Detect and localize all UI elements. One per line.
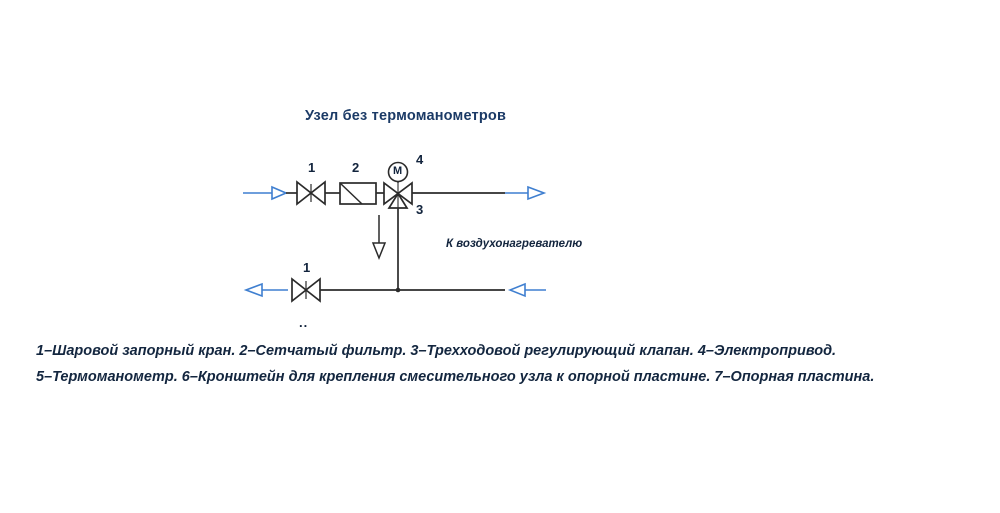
legend-line-1: 1–Шаровой запорный кран. 2–Сетчатый фильтр. 3–Трехходовой регулирующий клапан. 4–Электропривод. xyxy=(36,343,837,359)
callout-4-actuator: 4 xyxy=(416,152,424,167)
outlet-arrow-top-icon xyxy=(505,187,544,199)
annotation-to-air-heater: К воздухонагревателю xyxy=(446,238,583,250)
three-way-valve-icon xyxy=(384,183,412,208)
inlet-arrow-top-icon xyxy=(243,187,286,199)
ball-valve-top-icon xyxy=(297,182,325,204)
ball-valve-bottom-icon xyxy=(292,279,320,301)
callout-1-bottom: 1 xyxy=(303,260,311,275)
bypass-flow-arrow-icon xyxy=(373,215,385,258)
callout-3-three-way-valve: 3 xyxy=(416,202,424,217)
legend xyxy=(36,338,986,390)
return-arrow-bottom-right-icon xyxy=(510,284,546,296)
callout-1-top: 1 xyxy=(308,160,316,175)
diagram-title: Узел без термоманометров xyxy=(305,108,507,124)
motor-label: M xyxy=(393,165,403,177)
pipe-junction-node xyxy=(396,288,401,293)
mesh-filter-icon xyxy=(340,183,376,204)
stray-dots: .. xyxy=(299,315,309,330)
outlet-arrow-bottom-left-icon xyxy=(246,284,288,296)
legend-line-2: 5–Термоманометр. 6–Кронштейн для крепления смесительного узла к опорной пластине. 7–Опорная пластина. xyxy=(36,369,875,385)
callout-2-filter: 2 xyxy=(352,160,360,175)
